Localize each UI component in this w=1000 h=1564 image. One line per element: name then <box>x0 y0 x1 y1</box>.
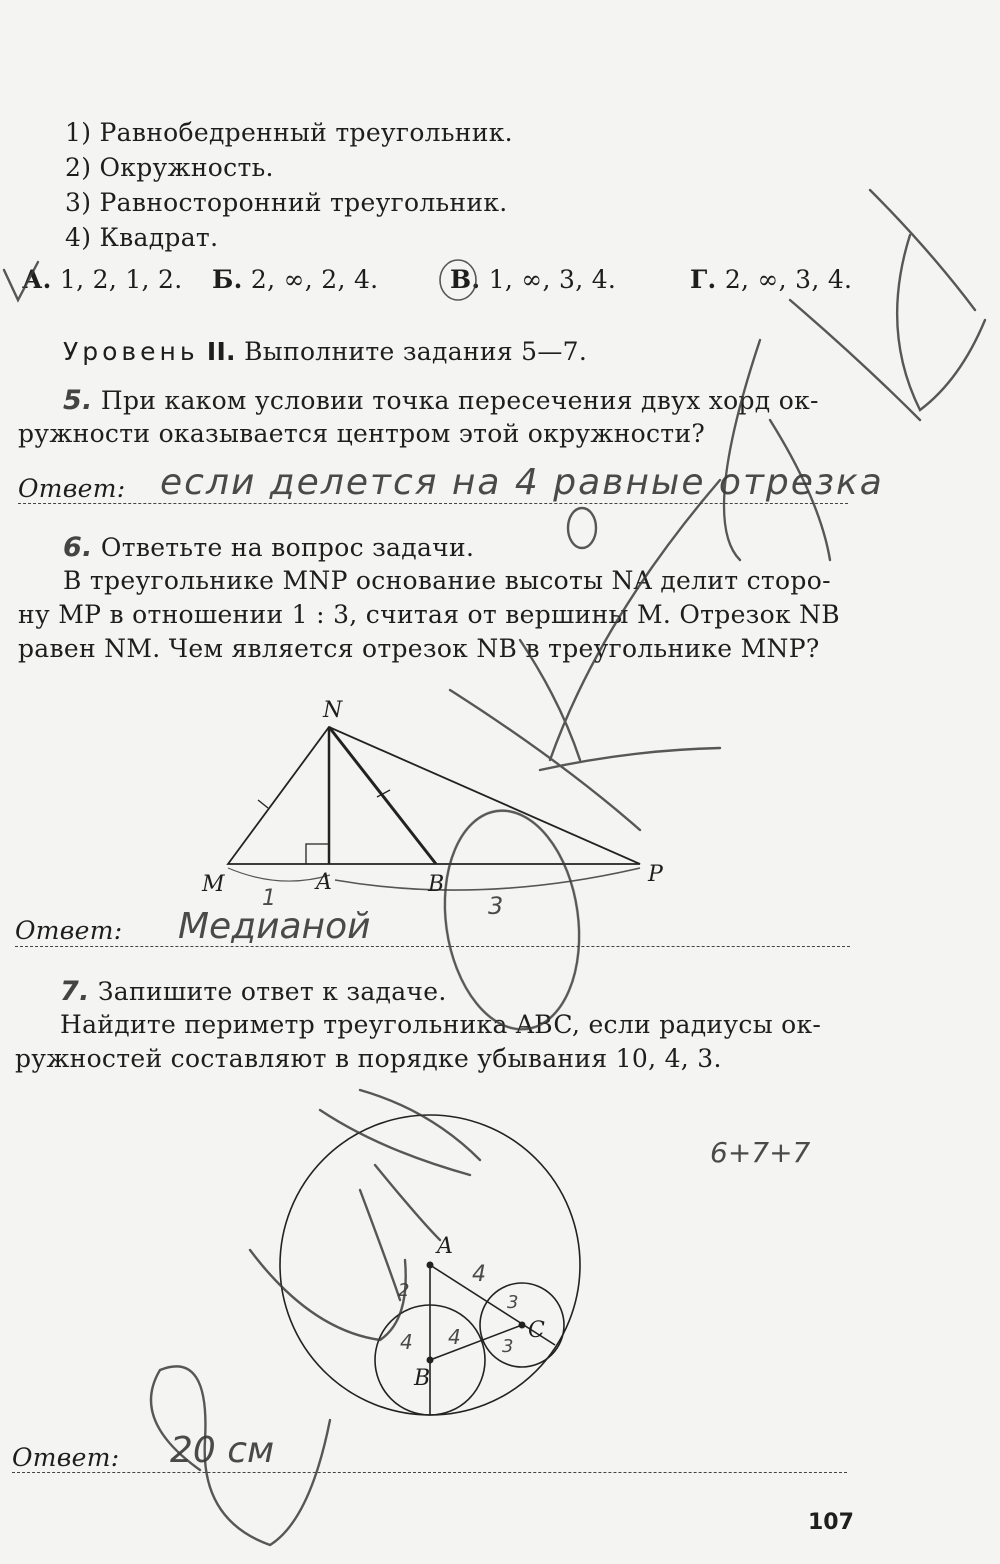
label-b: B <box>428 872 445 897</box>
choice-g-text: 2, ∞, 3, 4. <box>724 265 853 294</box>
tick-nm <box>258 800 268 808</box>
task6-number: 6. <box>63 532 93 563</box>
point-c <box>519 1322 526 1329</box>
task7-number: 7. <box>60 976 90 1007</box>
task7-answer-label: Ответ: <box>12 1443 120 1472</box>
circle-c <box>480 1283 564 1367</box>
task5-answer-label: Ответ: <box>18 474 126 503</box>
level-heading <box>63 337 587 366</box>
task5-line2: ружности оказывается центром этой окружности? <box>18 419 706 448</box>
circle-b <box>375 1305 485 1415</box>
label-n: N <box>323 698 343 723</box>
label-r2: 2 <box>398 1280 410 1301</box>
label-ratio-3: 3 <box>488 892 504 920</box>
scribble-7 <box>450 690 640 830</box>
option-3: 3) Равносторонний треугольник. <box>65 188 508 217</box>
scribble-13 <box>250 1250 406 1340</box>
scribble-9 <box>540 748 720 770</box>
task5-handwritten-answer: если делется на 4 равные отрезка <box>160 462 884 503</box>
right-angle-mark <box>306 844 329 864</box>
brace-1 <box>228 868 330 881</box>
option-2: 2) Окружность. <box>65 153 274 182</box>
label-r4-left: 4 <box>400 1330 413 1354</box>
choice-g-letter: Г. <box>690 265 717 294</box>
scribble-letter-o <box>568 508 596 548</box>
page-number: 107 <box>808 1510 854 1535</box>
level-label: Уровень <box>63 337 199 366</box>
label-r3-bottom: 3 <box>502 1336 514 1357</box>
task6-line1: В треугольнике MNP основание высоты NA делит сторо- <box>63 566 831 595</box>
task7-answer-line <box>12 1472 847 1473</box>
label-circle-c: C <box>528 1318 545 1343</box>
task5-text1: При каком условии точка пересечения двух хорд ок- <box>100 386 819 415</box>
label-circle-b: B <box>414 1366 431 1391</box>
task6-handwritten-answer: Медианой <box>178 906 371 947</box>
task5-number: 5. <box>63 385 93 416</box>
task7-handwritten-answer: 20 см <box>170 1430 275 1471</box>
label-r4-right: 4 <box>448 1325 461 1349</box>
scribble-14 <box>360 1190 400 1300</box>
option-1: 1) Равнобедренный треугольник. <box>65 118 513 147</box>
choice-v <box>450 265 616 294</box>
choice-b-text: 2, ∞, 2, 4. <box>250 265 379 294</box>
option-4: 4) Квадрат. <box>65 223 219 252</box>
scribble-oval <box>431 802 592 1038</box>
choice-g <box>690 265 852 294</box>
label-a: A <box>316 870 332 895</box>
label-r4-ac: 4 <box>472 1262 486 1287</box>
task5-line1 <box>63 385 819 416</box>
task6-line2: ну MP в отношении 1 : 3, считая от вершины M. Отрезок NB <box>18 600 840 629</box>
task7-heading <box>60 976 447 1007</box>
task7-line2: ружностей составляют в порядке убывания 10, 4, 3. <box>15 1044 722 1073</box>
label-r3-top: 3 <box>507 1292 519 1313</box>
choice-b-letter: Б. <box>212 265 243 294</box>
choice-v-text: 1, ∞, 3, 4. <box>488 265 617 294</box>
label-circle-a: A <box>437 1234 453 1259</box>
scribble-12 <box>375 1165 440 1240</box>
choice-a <box>22 265 182 294</box>
task6-heading-text: Ответьте на вопрос задачи. <box>100 533 475 562</box>
task6-heading <box>63 532 474 563</box>
level-text: Выполните задания 5—7. <box>244 337 588 366</box>
task6-answer-line <box>15 946 850 947</box>
brace-3 <box>335 868 640 890</box>
task7-note: 6+7+7 <box>710 1136 811 1169</box>
level-roman: II. <box>206 337 236 366</box>
label-m: M <box>202 872 225 897</box>
segment-nb <box>329 727 436 864</box>
scribble-11 <box>360 1090 480 1160</box>
task7-line1: Найдите периметр треугольника ABC, если радиусы ок- <box>60 1010 822 1039</box>
task6-line3: равен NM. Чем является отрезок NB в треугольнике MNP? <box>18 634 820 663</box>
choice-v-letter: В. <box>450 265 481 294</box>
scribble-1 <box>870 190 975 310</box>
scribble-2 <box>897 235 985 410</box>
triangle-mnp <box>228 727 640 864</box>
choice-a-text: 1, 2, 1, 2. <box>59 265 183 294</box>
label-ratio-1: 1 <box>262 886 276 911</box>
choice-a-letter: А. <box>22 265 52 294</box>
scribble-10 <box>320 1110 470 1175</box>
task7-heading-text: Запишите ответ к задаче. <box>97 977 447 1006</box>
label-p: P <box>648 862 663 887</box>
scribble-4 <box>724 340 760 560</box>
tick-nb <box>377 790 390 797</box>
point-b <box>427 1357 434 1364</box>
choice-b <box>212 265 378 294</box>
task6-answer-label: Ответ: <box>15 916 123 945</box>
task5-answer-line <box>18 503 848 504</box>
point-a <box>427 1262 434 1269</box>
